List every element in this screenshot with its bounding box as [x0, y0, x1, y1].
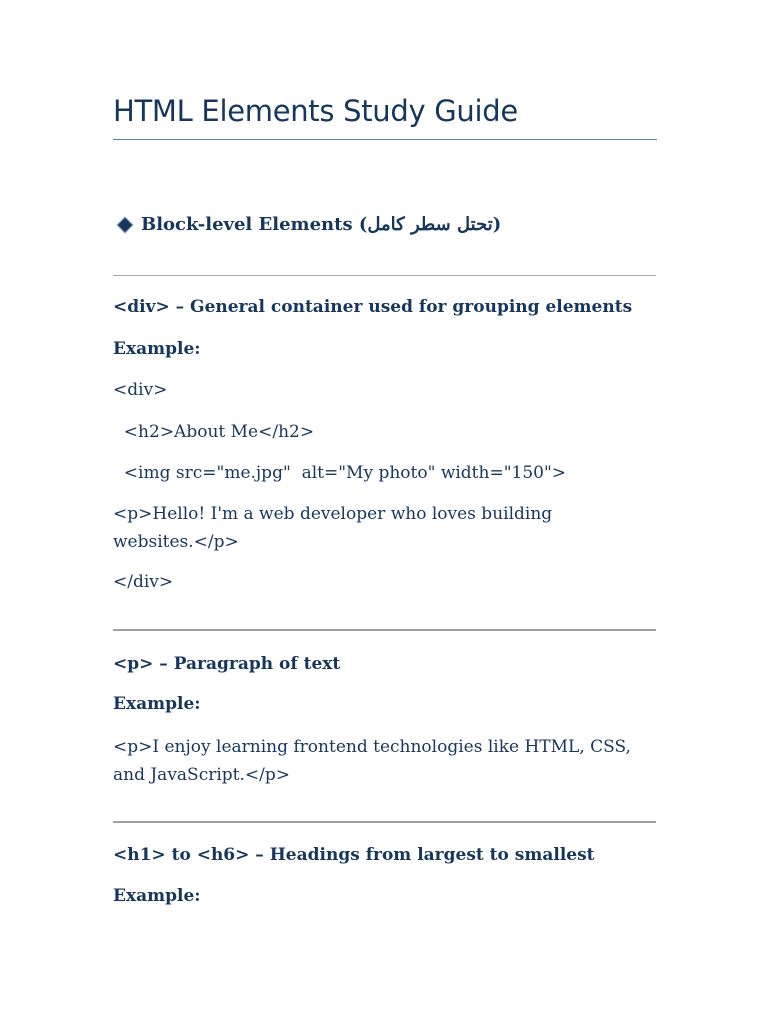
- p-element-heading: <p> – Paragraph of text: [113, 654, 341, 674]
- section-heading-text: Block-level Elements (تحتل سطر كامل): [141, 214, 502, 235]
- headings-element-heading: <h1> to <h6> – Headings from largest to smallest: [113, 845, 595, 865]
- code-line: <img src="me.jpg" alt="My photo" width="150">: [113, 463, 567, 483]
- code-line: <p>Hello! I'm a web developer who loves building websites.</p>: [113, 504, 553, 552]
- code-line: <p>I enjoy learning frontend technologies like HTML, CSS, and JavaScript.</p>: [113, 737, 631, 785]
- page-title: HTML Elements Study Guide: [113, 94, 518, 128]
- divider: [113, 821, 656, 823]
- code-line: <h2>About Me</h2>: [113, 422, 315, 442]
- divider: [113, 629, 656, 631]
- title-underline: [113, 139, 657, 140]
- diamond-bullet-icon: [118, 218, 132, 232]
- div-element-heading: <div> – General container used for grouping elements: [113, 297, 633, 317]
- divider: [113, 275, 656, 276]
- p-example-label: Example:: [113, 694, 201, 714]
- div-example-label: Example:: [113, 339, 201, 359]
- headings-example-label: Example:: [113, 886, 201, 906]
- code-line: <div>: [113, 380, 168, 400]
- section-heading: [113, 214, 501, 235]
- code-line: </div>: [113, 572, 174, 592]
